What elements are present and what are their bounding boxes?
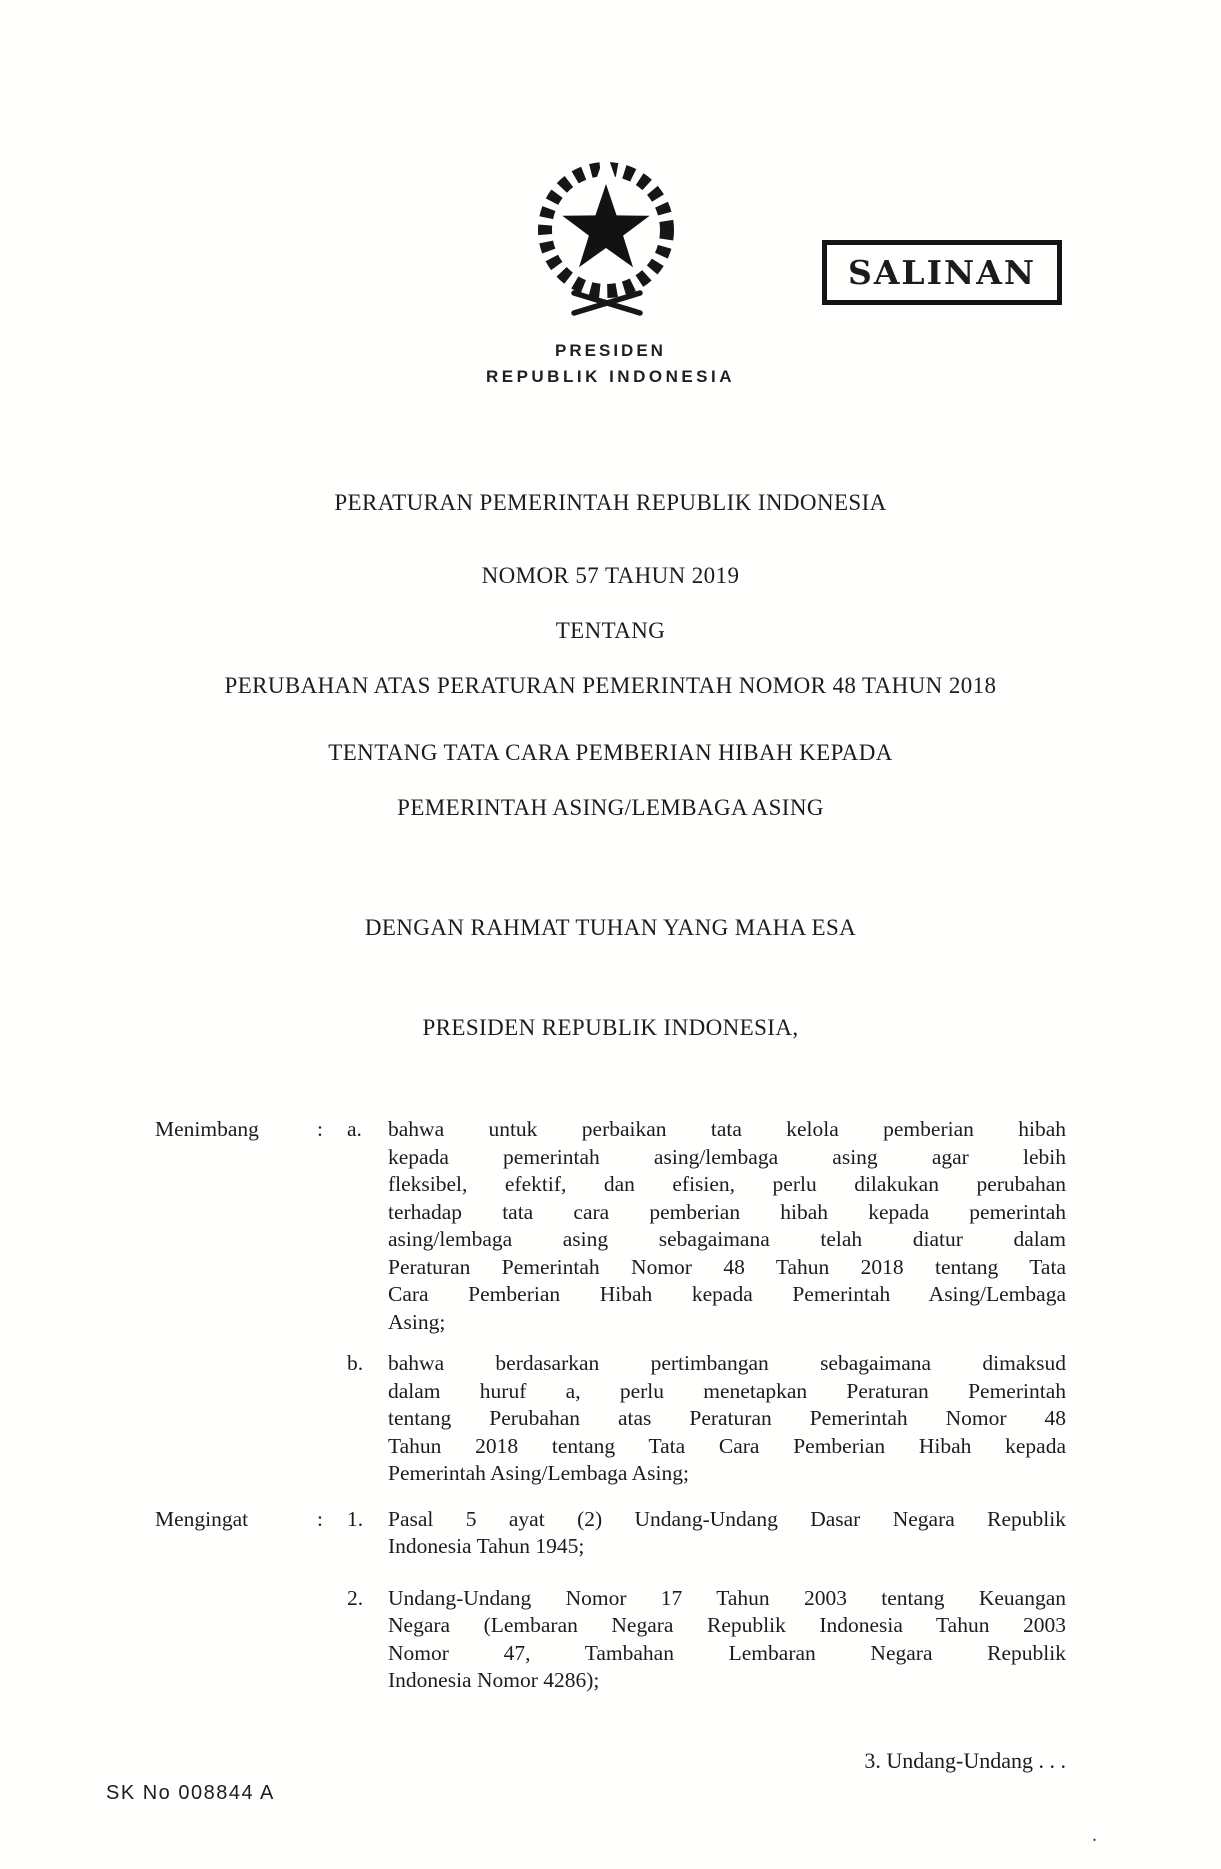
consideration-text-a: bahwa untuk perbaikan tata kelola pemberian hibah kepada pemerintah asing/lembaga asing agar lebih fleksibel, efektif, dan efisien, perlu dilakukan perubahan terhadap tata cara pemberian hibah kepada pemerintah asing/lembaga asing sebagaimana telah diatur dalam Peraturan Pemerintah Nomor 48 Tahun 2018 tentang Tata Cara Pemberian Hibah kepada Pemerintah Asing/Lembaga Asing; [388,1117,1066,1334]
legal-basis-item-2 [155,1585,1066,1695]
item-marker-1: 1. [347,1506,364,1531]
consideration-item-b [155,1350,1066,1488]
menimbang-colon: : [317,1117,323,1141]
legal-basis-item-1 [155,1506,1066,1561]
scan-speck: . [1092,1824,1097,1846]
consideration-text-b: bahwa berdasarkan pertimbangan sebagaimana dimaksud dalam huruf a, perlu menetapkan Peraturan Pemerintah tentang Perubahan atas Peraturan Pemerintah Nomor 48 Tahun 2018 tentang Tata Cara Pemberian Hibah kepada Pemerintah Asing/Lembaga Asing; [388,1351,1066,1485]
letterhead [0,341,1221,387]
item-marker-a: a. [347,1117,362,1141]
consideration-item-a [155,1116,1066,1336]
presidential-seal-icon [520,150,692,326]
wreath-stems [574,293,640,313]
sk-number: SK No 008844 A [106,1782,275,1804]
legal-basis-text-1: Pasal 5 ayat (2) Undang-Undang Dasar Negara Republik Indonesia Tahun 1945; [388,1506,1066,1558]
invocation-line: DENGAN RAHMAT TUHAN YANG MAHA ESA [364,915,857,940]
salinan-stamp [822,240,1062,305]
page-catchword: 3. Undang-Undang . . . [864,1748,1066,1773]
doc-title-line-5: TENTANG TATA CARA PEMBERIAN HIBAH KEPADA [328,740,893,765]
authority-line: PRESIDEN REPUBLIK INDONESIA, [422,1015,799,1040]
doc-title-line-4: PERUBAHAN ATAS PERATURAN PEMERINTAH NOMOR 48 TAHUN 2018 [224,673,997,698]
menimbang-label: Menimbang [155,1117,259,1141]
mengingat-colon: : [317,1506,323,1531]
doc-title-line-1: PERATURAN PEMERINTAH REPUBLIK INDONESIA [334,490,887,515]
salinan-stamp-label: SALINAN [847,253,1036,292]
doc-title-line-3: TENTANG [555,618,666,643]
mengingat-label: Mengingat [155,1506,249,1531]
letterhead-presiden: PRESIDEN [555,341,666,360]
letterhead-republik-indonesia: REPUBLIK INDONESIA [485,367,736,386]
star-icon [562,184,649,267]
legal-basis-text-2: Undang-Undang Nomor 17 Tahun 2003 tentang Keuangan Negara (Lembaran Negara Republik Indonesia Tahun 2003 Nomor 47, Tambahan Lembaran Negara Republik Indonesia Nomor 4286); [388,1585,1066,1692]
item-marker-b: b. [347,1351,364,1375]
doc-title-line-2: NOMOR 57 TAHUN 2019 [481,563,740,588]
doc-title-line-6: PEMERINTAH ASING/LEMBAGA ASING [397,795,824,820]
document-body [155,1116,1066,1695]
item-marker-2: 2. [347,1585,364,1610]
